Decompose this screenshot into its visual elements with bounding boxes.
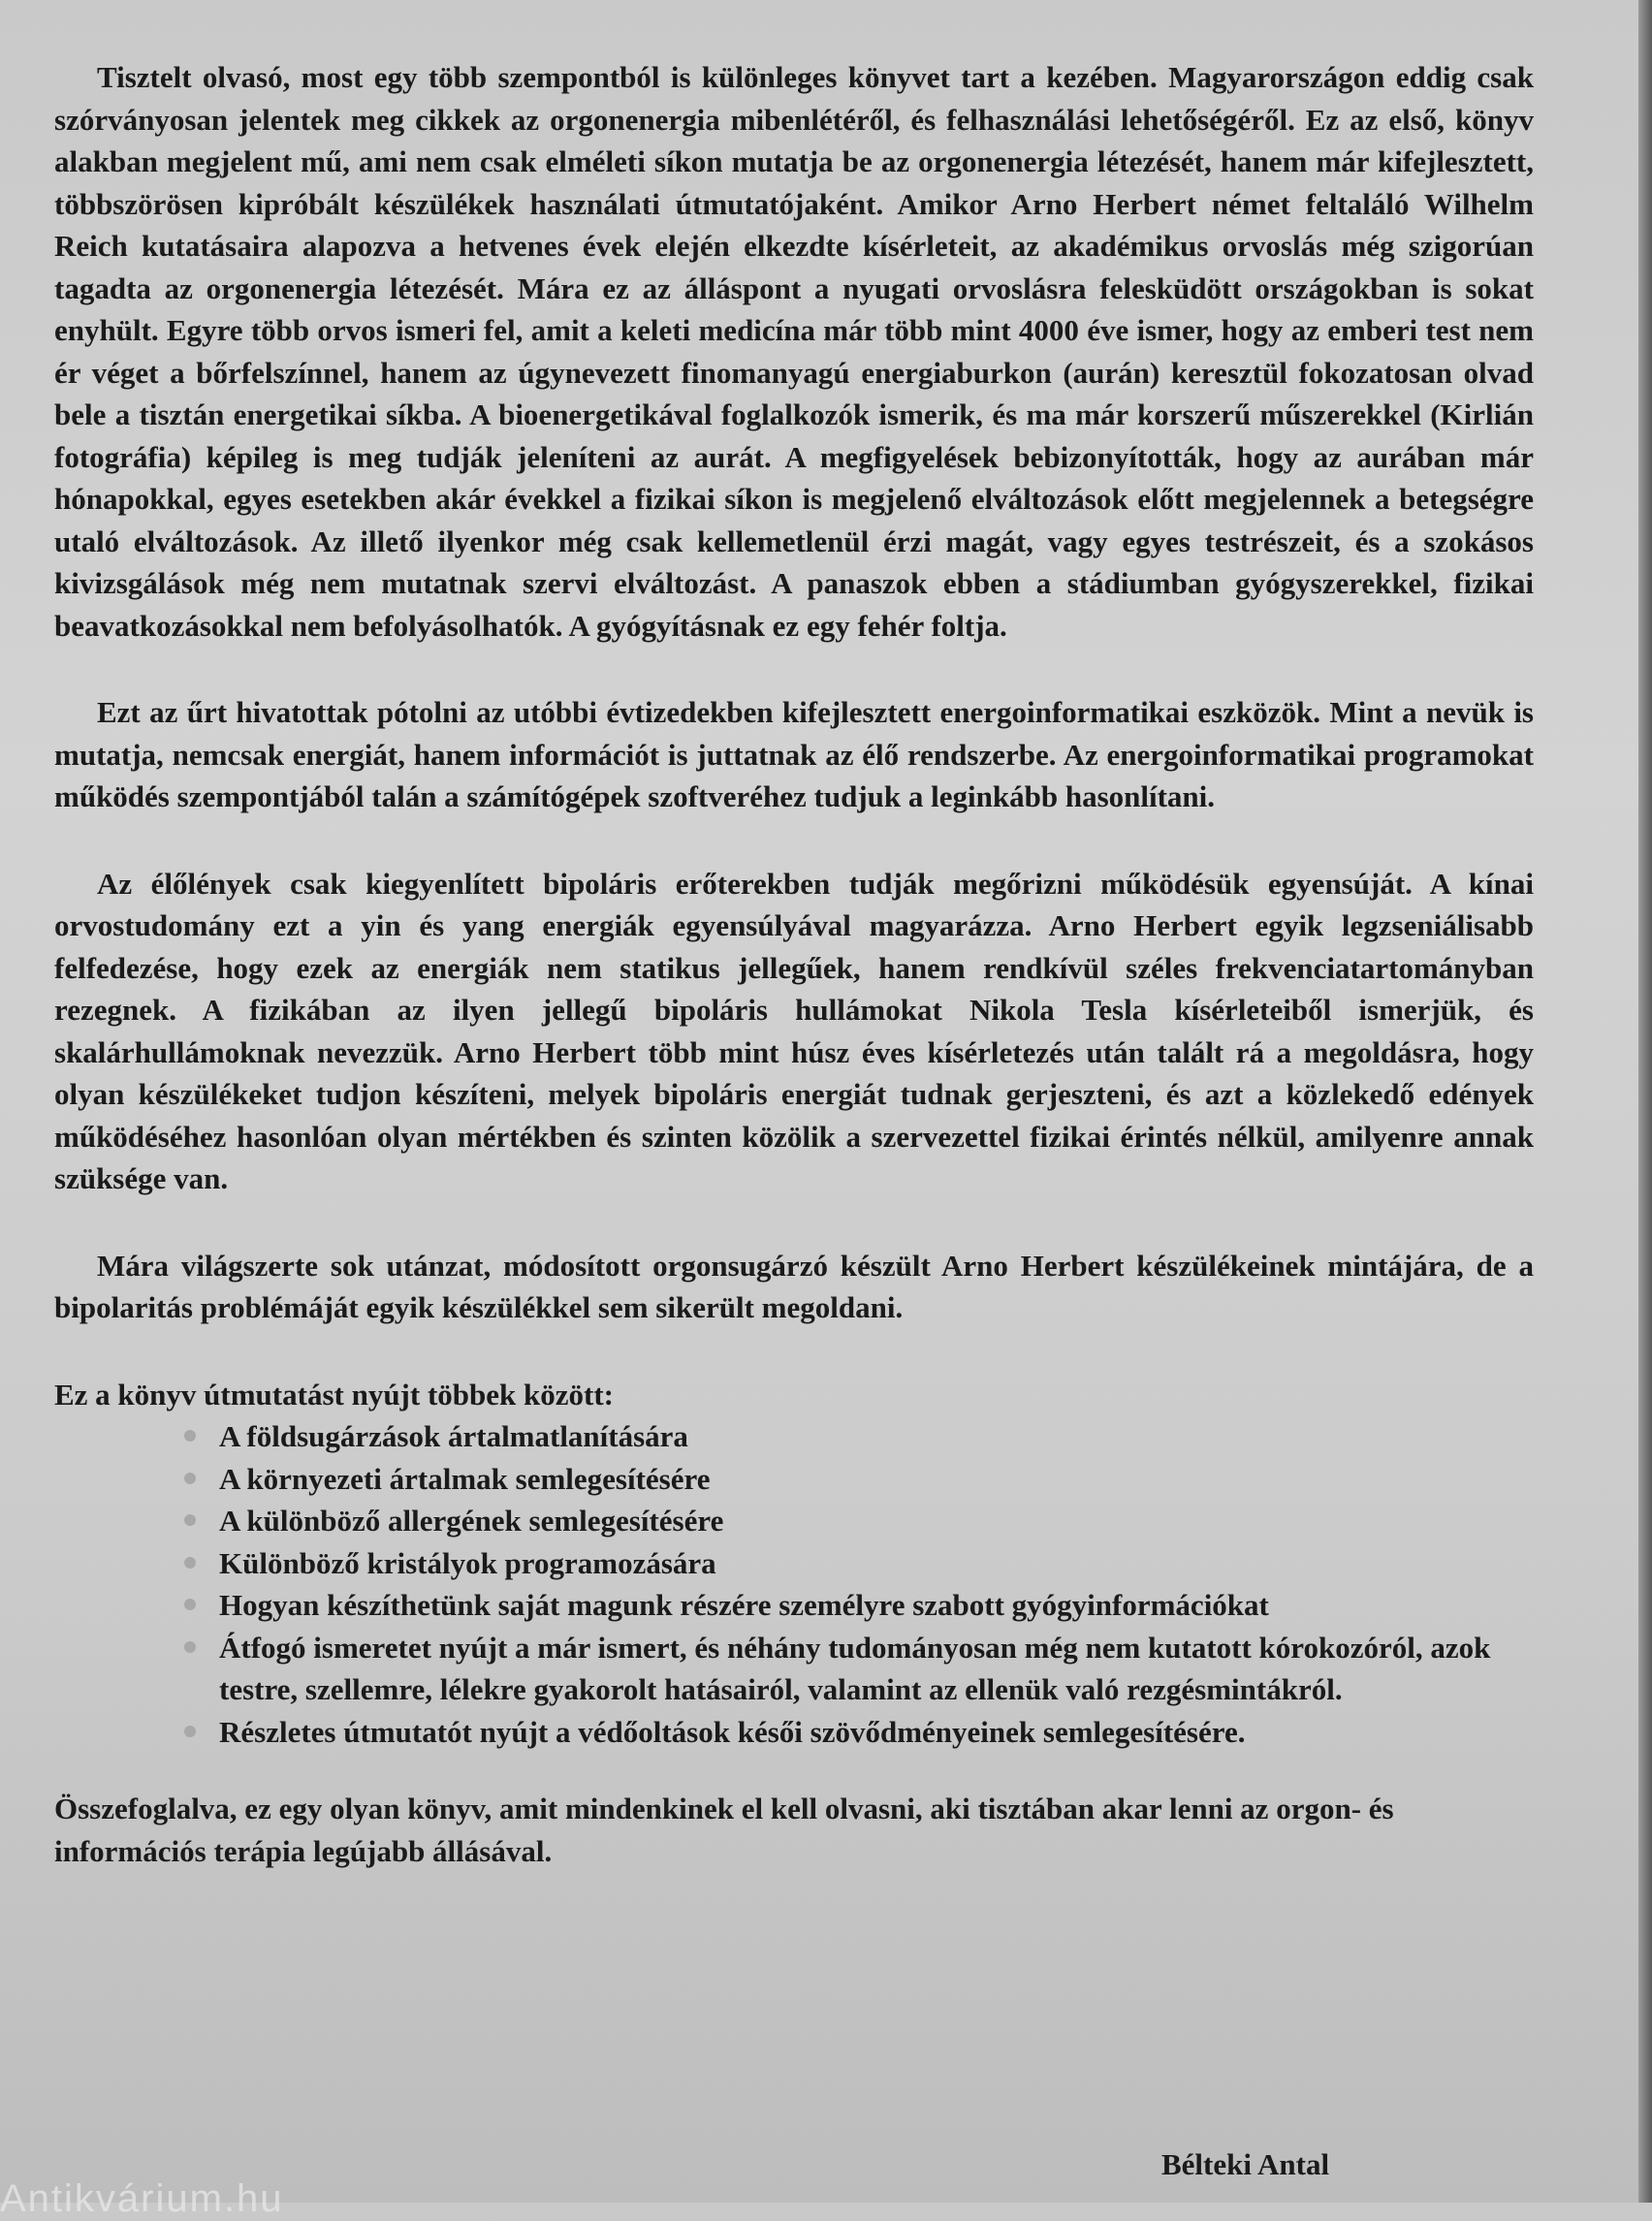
watermark: Antikvárium.hu	[0, 2177, 284, 2220]
list-item: Átfogó ismeretet nyújt a már ismert, és néhány tudományosan még nem kutatott kórokozóról, azok testre, szellemre, lélekre gyakorolt hatásairól, valamint az ellenük való rezgésmintákról.	[219, 1627, 1538, 1711]
list-item: A környezeti ártalmak semlegesítésére	[219, 1458, 1538, 1501]
topic-list	[54, 1415, 1538, 1753]
list-item: Hogyan készíthetünk saját magunk részére személyre szabott gyógyinformációkat	[219, 1584, 1538, 1627]
document-body	[54, 56, 1534, 1872]
list-item: Részletes útmutatót nyújt a védőoltások késői szövődményeinek semlegesítésére.	[219, 1711, 1538, 1754]
page-edge-shadow	[1638, 0, 1652, 2203]
paragraph-imitations: Mára világszerte sok utánzat, módosított orgonsugárzó készült Arno Herbert készülékeinek mintájára, de a bipolaritás problémáját egyik készülékkel sem sikerült megoldani.	[54, 1248, 1534, 1324]
list-intro: Ez a könyv útmutatást nyújt többek között:	[54, 1377, 614, 1412]
list-item: A különböző allergének semlegesítésére	[219, 1500, 1538, 1542]
paragraph-energoinformatics: Ezt az űrt hivatottak pótolni az utóbbi évtizedekben kifejlesztett energoinformatikai eszközök. Mint a nevük is mutatja, nemcsak energiát, hanem információt is juttatnak az élő rendszerbe. Az energoinformatikai programokat működés szempontjából talán a számítógépek szoftveréhez tudjuk a leginkább hasonlítani.	[54, 695, 1534, 813]
list-item: A földsugárzások ártalmatlanítására	[219, 1415, 1538, 1458]
paragraph-intro: Tisztelt olvasó, most egy több szempontból is különleges könyvet tart a kezében. Magyarországon eddig csak szórványosan jelentek meg cikkek az orgonenergia mibenlétéről, és felhasználási lehetőségéről. Ez az első, könyv alakban megjelent mű, ami nem csak elméleti síkon mutatja be az orgonenergia létezését, hanem már kifejlesztett, többszörösen kipróbált készülékek használati útmutatójaként. Amikor Arno Herbert német feltaláló Wilhelm Reich kutatásaira alapozva a hetvenes évek elején elkezdte kísérleteit, az akadémikus orvoslás még szigorúan tagadta az orgonenergia létezését. Mára ez az álláspont a nyugati orvoslásra felesküdött országokban is sokat enyhült. Egyre több orvos ismeri fel, amit a keleti medicína már több mint 4000 éve ismer, hogy az emberi test nem ér véget a bőrfelszínnel, hanem az úgynevezett finomanyagú energiaburkon (aurán) keresztül fokozatosan olvad bele a tisztán energetikai síkba. A bioenergetikával foglalkozók ismerik, és ma már korszerű műszerekkel (Kirlián fotográfia) képileg is meg tudják jeleníteni az aurát. A megfigyelések bebizonyították, hogy az aurában már hónapokkal, egyes esetekben akár évekkel a fizikai síkon is megjelenő elváltozások előtt megjelennek a betegségre utaló elváltozások. Az illető ilyenkor még csak kellemetlenül érzi magát, vagy egyes testrészeit, és a szokásos kivizsgálások még nem mutatnak szervi elváltozást. A panaszok ebben a stádiumban gyógyszerekkel, fizikai beavatkozásokkal nem befolyásolhatók. A gyógyításnak ez egy fehér foltja.	[54, 60, 1534, 643]
list-item: Különböző kristályok programozására	[219, 1542, 1538, 1585]
paragraph-bipolar-fields: Az élőlények csak kiegyenlített bipoláris erőterekben tudják megőrizni működésük egyensúját. A kínai orvostudomány ezt a yin és yang energiák egyensúlyával magyarázza. Arno Herbert egyik legzseniálisabb felfedezése, hogy ezek az energiák nem statikus jellegűek, hanem rendkívül széles frekvenciatartományban rezegnek. A fizikában az ilyen jellegű bipoláris hullámokat Nikola Tesla kísérleteiből ismerjük, és skalárhullámoknak nevezzük. Arno Herbert több mint húsz éves kísérletezés után talált rá a megoldásra, hogy olyan készülékeket tudjon készíteni, melyek bipoláris energiát tudnak gerjeszteni, és azt a közlekedő edények működéséhez hasonlóan olyan mértékben és szinten közölik a szervezettel fizikai érintés nélkül, amilyenre annak szüksége van.	[54, 866, 1534, 1195]
summary-paragraph: Összefoglalva, ez egy olyan könyv, amit mindenkinek el kell olvasni, aki tisztában akar lenni az orgon- és információs terápia legújabb állásával.	[54, 1792, 1394, 1868]
author-signature: Bélteki Antal	[1161, 2147, 1330, 2181]
